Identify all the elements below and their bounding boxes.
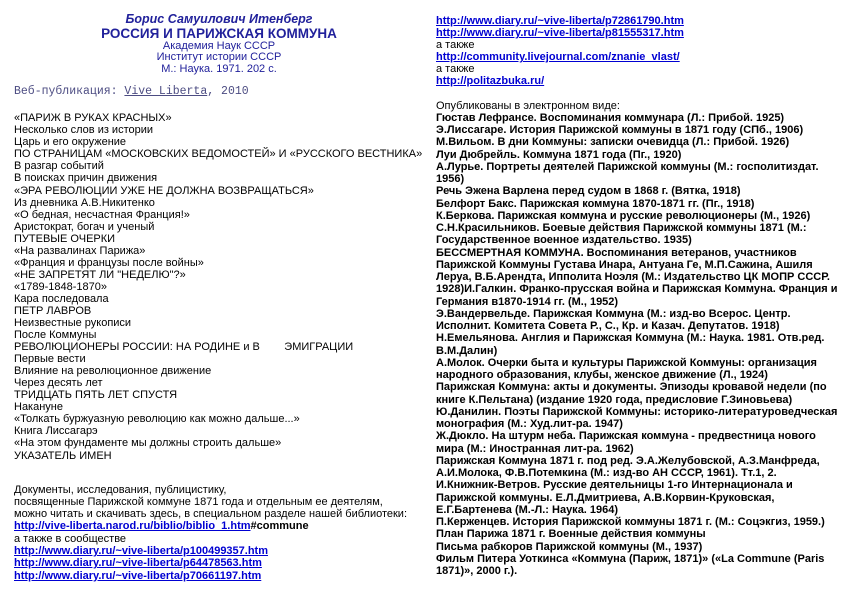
publication-entry: А.Молок. Очерки быта и культуры Парижской Коммуны: организация народного образования, клубы, женское движение (Л., 1924) bbox=[436, 356, 817, 382]
diary-links-list bbox=[14, 545, 424, 582]
toc-item: ПЕТР ЛАВРОВ bbox=[14, 304, 92, 317]
book-author: Борис Самуилович Итенберг bbox=[125, 12, 313, 26]
web-publication-line bbox=[14, 85, 424, 98]
webpub-suffix: , 2010 bbox=[207, 85, 249, 99]
toc-item: Накануне bbox=[14, 401, 64, 414]
institute-line: Институт истории СССР bbox=[156, 51, 282, 64]
external-link[interactable]: http://www.diary.ru/~vive-liberta/p81555317.htm bbox=[436, 27, 684, 40]
note-line: посвященные Парижской коммуне 1871 года и отдельным ее деятелям, bbox=[14, 495, 383, 508]
publication-entry: Речь Эжена Варлена перед судом в 1868 г. (Вятка, 1918) bbox=[436, 185, 741, 198]
publication-entry: Э.Лиссагаре. История Парижской коммуны в 1871 году (СПб., 1906) bbox=[436, 124, 804, 137]
also-label: а также bbox=[436, 39, 475, 52]
left-column bbox=[14, 12, 424, 582]
top-links-list bbox=[436, 15, 838, 88]
publication-entry: Фильм Питера Уоткинса «Коммуна (Париж, 1871)» («La Commune (Paris 1871)», 2000 г.). bbox=[436, 552, 825, 578]
toc-item: Книга Лиссагарэ bbox=[14, 425, 98, 438]
toc-item: В разгар событий bbox=[14, 160, 104, 173]
publication-entry: План Парижа 1871 г. Военные действия коммуны bbox=[436, 528, 706, 541]
url-line bbox=[436, 15, 838, 27]
biblio-link-line bbox=[14, 520, 424, 532]
publication-entry: Письма рабкоров Парижской коммуны (М., 1937) bbox=[436, 540, 703, 553]
publication-entry: С.Н.Красильников. Боевые действия Парижской коммуны 1871 (М.: Государственное военное издательство. 1935) bbox=[436, 222, 807, 247]
toc-item: Несколько слов из истории bbox=[14, 124, 154, 137]
toc-item: «На этом фундаменте мы должны строить дальше» bbox=[14, 437, 282, 450]
toc-item: Кара последовала bbox=[14, 292, 109, 305]
book-header bbox=[14, 12, 424, 75]
published-heading: Опубликованы в электронном виде: bbox=[436, 99, 620, 112]
toc-item: ТРИДЦАТЬ ПЯТЬ ЛЕТ СПУСТЯ bbox=[14, 389, 178, 402]
note-line: Документы, исследования, публицистику, bbox=[14, 483, 227, 496]
publication-entry: Ю.Данилин. Поэты Парижской Коммуны: историко-литературоведческая монография (М.: Худ.лит-ра. 1947) bbox=[436, 405, 838, 431]
book-title: РОССИЯ И ПАРИЖСКАЯ КОММУНА bbox=[101, 26, 337, 41]
toc-item: «Толкать буржуазную революцию как можно дальше...» bbox=[14, 413, 300, 426]
webpub-prefix: Веб-публикация: bbox=[14, 85, 125, 99]
toc-item: Влияние на революционное движение bbox=[14, 365, 212, 378]
publication-entry: Ж.Дюкло. На штурм неба. Парижская коммуна - предвестница нового мира (М.: Иностранная лит-ра. 1962) bbox=[436, 430, 816, 455]
library-note bbox=[14, 484, 424, 582]
biblio-link[interactable]: http://vive-liberta.narod.ru/biblio/biblio_1.htm bbox=[14, 520, 251, 533]
publication-entry: П.Керженцев. История Парижской коммуны 1871 г. (М.: Соцэкгиз, 1959.) bbox=[436, 516, 825, 529]
toc-item: Первые вести bbox=[14, 353, 86, 366]
publication-entry: Парижская Коммуна 1871 г. под ред. Э.А.Желубовской, А.З.Манфреда, А.И.Молока, Ф.В.Потемкина (М.: изд-во АН СССР, 1961). Тт.1, 2. bbox=[436, 454, 820, 480]
academy-line: Академия Наук СССР bbox=[162, 40, 276, 52]
external-link[interactable]: http://politazbuka.ru/ bbox=[436, 75, 545, 88]
publication-entry: А.Лурье. Портреты деятелей Парижской коммуны (М.: госполитиздат. 1956) bbox=[436, 160, 819, 186]
toc-item: «На развалинах Парижа» bbox=[14, 244, 146, 257]
toc-item: «НЕ ЗАПРЕТЯТ ЛИ "НЕДЕЛЮ"?» bbox=[14, 268, 186, 281]
toc-item: Неизвестные рукописи bbox=[14, 317, 132, 330]
also-label: а также bbox=[436, 63, 475, 76]
toc-item: После Коммуны bbox=[14, 329, 97, 342]
url-line bbox=[436, 27, 838, 39]
publication-entry: Белфорт Бакс. Парижская коммуна 1870-1871 гг. (Пг., 1918) bbox=[436, 197, 755, 210]
external-link[interactable]: http://community.livejournal.com/znanie_vlast/ bbox=[436, 51, 680, 64]
toc-item: «О бедная, несчастная Франция!» bbox=[14, 208, 190, 221]
toc-item: Царь и его окружение bbox=[14, 136, 127, 149]
note-line: можно читать и скачивать здесь, в специальном разделе нашей библиотеки: bbox=[14, 508, 408, 521]
publication-entry: БЕССМЕРТНАЯ КОММУНА. Воспоминания ветеранов, участников Парижской Коммуны Густава Инара, Антуана Ге, М.П.Сажина, Ашиля Леруа, В.Б.Арендта, Ипполита Ноэля (М.: Издательство ЦК МОПР СССР. 1928)И.Галкин. Франко-прусская война и Парижская Коммуна. Франция и Германия в1870-1914 гг. (М., 1952) bbox=[436, 246, 838, 308]
toc-item: УКАЗАТЕЛЬ ИМЕН bbox=[14, 449, 112, 462]
url-line bbox=[436, 75, 838, 87]
url-line bbox=[436, 51, 838, 63]
publication-entry: Луи Дюбрейль. Коммуна 1871 года (Пг., 1920) bbox=[436, 148, 682, 161]
toc-item: «ЭРА РЕВОЛЮЦИИ УЖЕ НЕ ДОЛЖНА ВОЗВРАЩАТЬСЯ» bbox=[14, 184, 314, 197]
table-of-contents bbox=[14, 112, 424, 461]
publication-entry: М.Вильом. В дни Коммуны: записки очевидца (Л.: Прибой. 1926) bbox=[436, 136, 790, 149]
toc-item: «Франция и французы после войны» bbox=[14, 256, 204, 269]
publication-entry: Н.Емельянова. Англия и Парижская Коммуна (М.: Наука. 1981. Отв.ред. В.М.Далин) bbox=[436, 332, 825, 357]
toc-item: ПУТЕВЫЕ ОЧЕРКИ bbox=[14, 232, 116, 245]
url-line bbox=[14, 545, 424, 557]
diary-community-link[interactable]: http://www.diary.ru/~vive-liberta/p100499357.htm bbox=[14, 545, 269, 558]
diary-community-link[interactable]: http://www.diary.ru/~vive-liberta/p70661197.htm bbox=[14, 569, 262, 582]
publication-entry: Парижская Коммуна: акты и документы. Эпизоды кровавой недели (по книге К.Пельтана) (издание 1920 года, предисловие Г.Зиновьева) bbox=[436, 381, 827, 406]
diary-community-link[interactable]: http://www.diary.ru/~vive-liberta/p64478563.htm bbox=[14, 557, 262, 570]
publication-entry: Э.Вандервельде. Парижская Коммуна (М.: изд-во Всерос. Центр. Исполнит. Комитета Совета Р., С., Кр. и Казач. Депутатов. 1918) bbox=[436, 307, 791, 333]
vive-liberta-link[interactable]: Vive Liberta bbox=[124, 85, 208, 99]
url-line bbox=[14, 570, 424, 582]
community-label: а также в сообществе bbox=[14, 532, 127, 545]
toc-item: «ПАРИЖ В РУКАХ КРАСНЫХ» bbox=[14, 112, 172, 125]
toc-item: Аристократ, богач и ученый bbox=[14, 220, 155, 233]
publications-list bbox=[436, 112, 838, 578]
toc-item: В поисках причин движения bbox=[14, 172, 158, 185]
toc-item: ПО СТРАНИЦАМ «МОСКОВСКИХ ВЕДОМОСТЕЙ» И «РУССКОГО ВЕСТНИКА» bbox=[14, 148, 423, 161]
commune-anchor-text: #commune bbox=[250, 520, 309, 533]
toc-item: «1789-1848-1870» bbox=[14, 280, 107, 293]
imprint-line: М.: Наука. 1971. 202 с. bbox=[161, 62, 277, 75]
toc-item: Через десять лет bbox=[14, 377, 103, 390]
toc-item: РЕВОЛЮЦИОНЕРЫ РОССИИ: НА РОДИНЕ и В ЭМИГРАЦИИ bbox=[14, 341, 354, 354]
toc-item: Из дневника А.В.Никитенко bbox=[14, 196, 155, 209]
external-link[interactable]: http://www.diary.ru/~vive-liberta/p72861790.htm bbox=[436, 15, 684, 27]
publication-entry: К.Беркова. Парижская коммуна и русские революционеры (М., 1926) bbox=[436, 209, 811, 222]
url-line bbox=[14, 557, 424, 569]
publication-entry: Гюстав Лефрансе. Воспоминания коммунара (Л.: Прибой. 1925) bbox=[436, 111, 785, 124]
right-column bbox=[436, 15, 838, 577]
publication-entry: И.Книжник-Ветров. Русские деятельницы 1-го Интернационала и Парижской коммуны. Е.Л.Дмитриева, А.В.Корвин-Круковская, Е.Г.Бартенева (М.-Л.: Наука. 1964) bbox=[436, 479, 793, 516]
